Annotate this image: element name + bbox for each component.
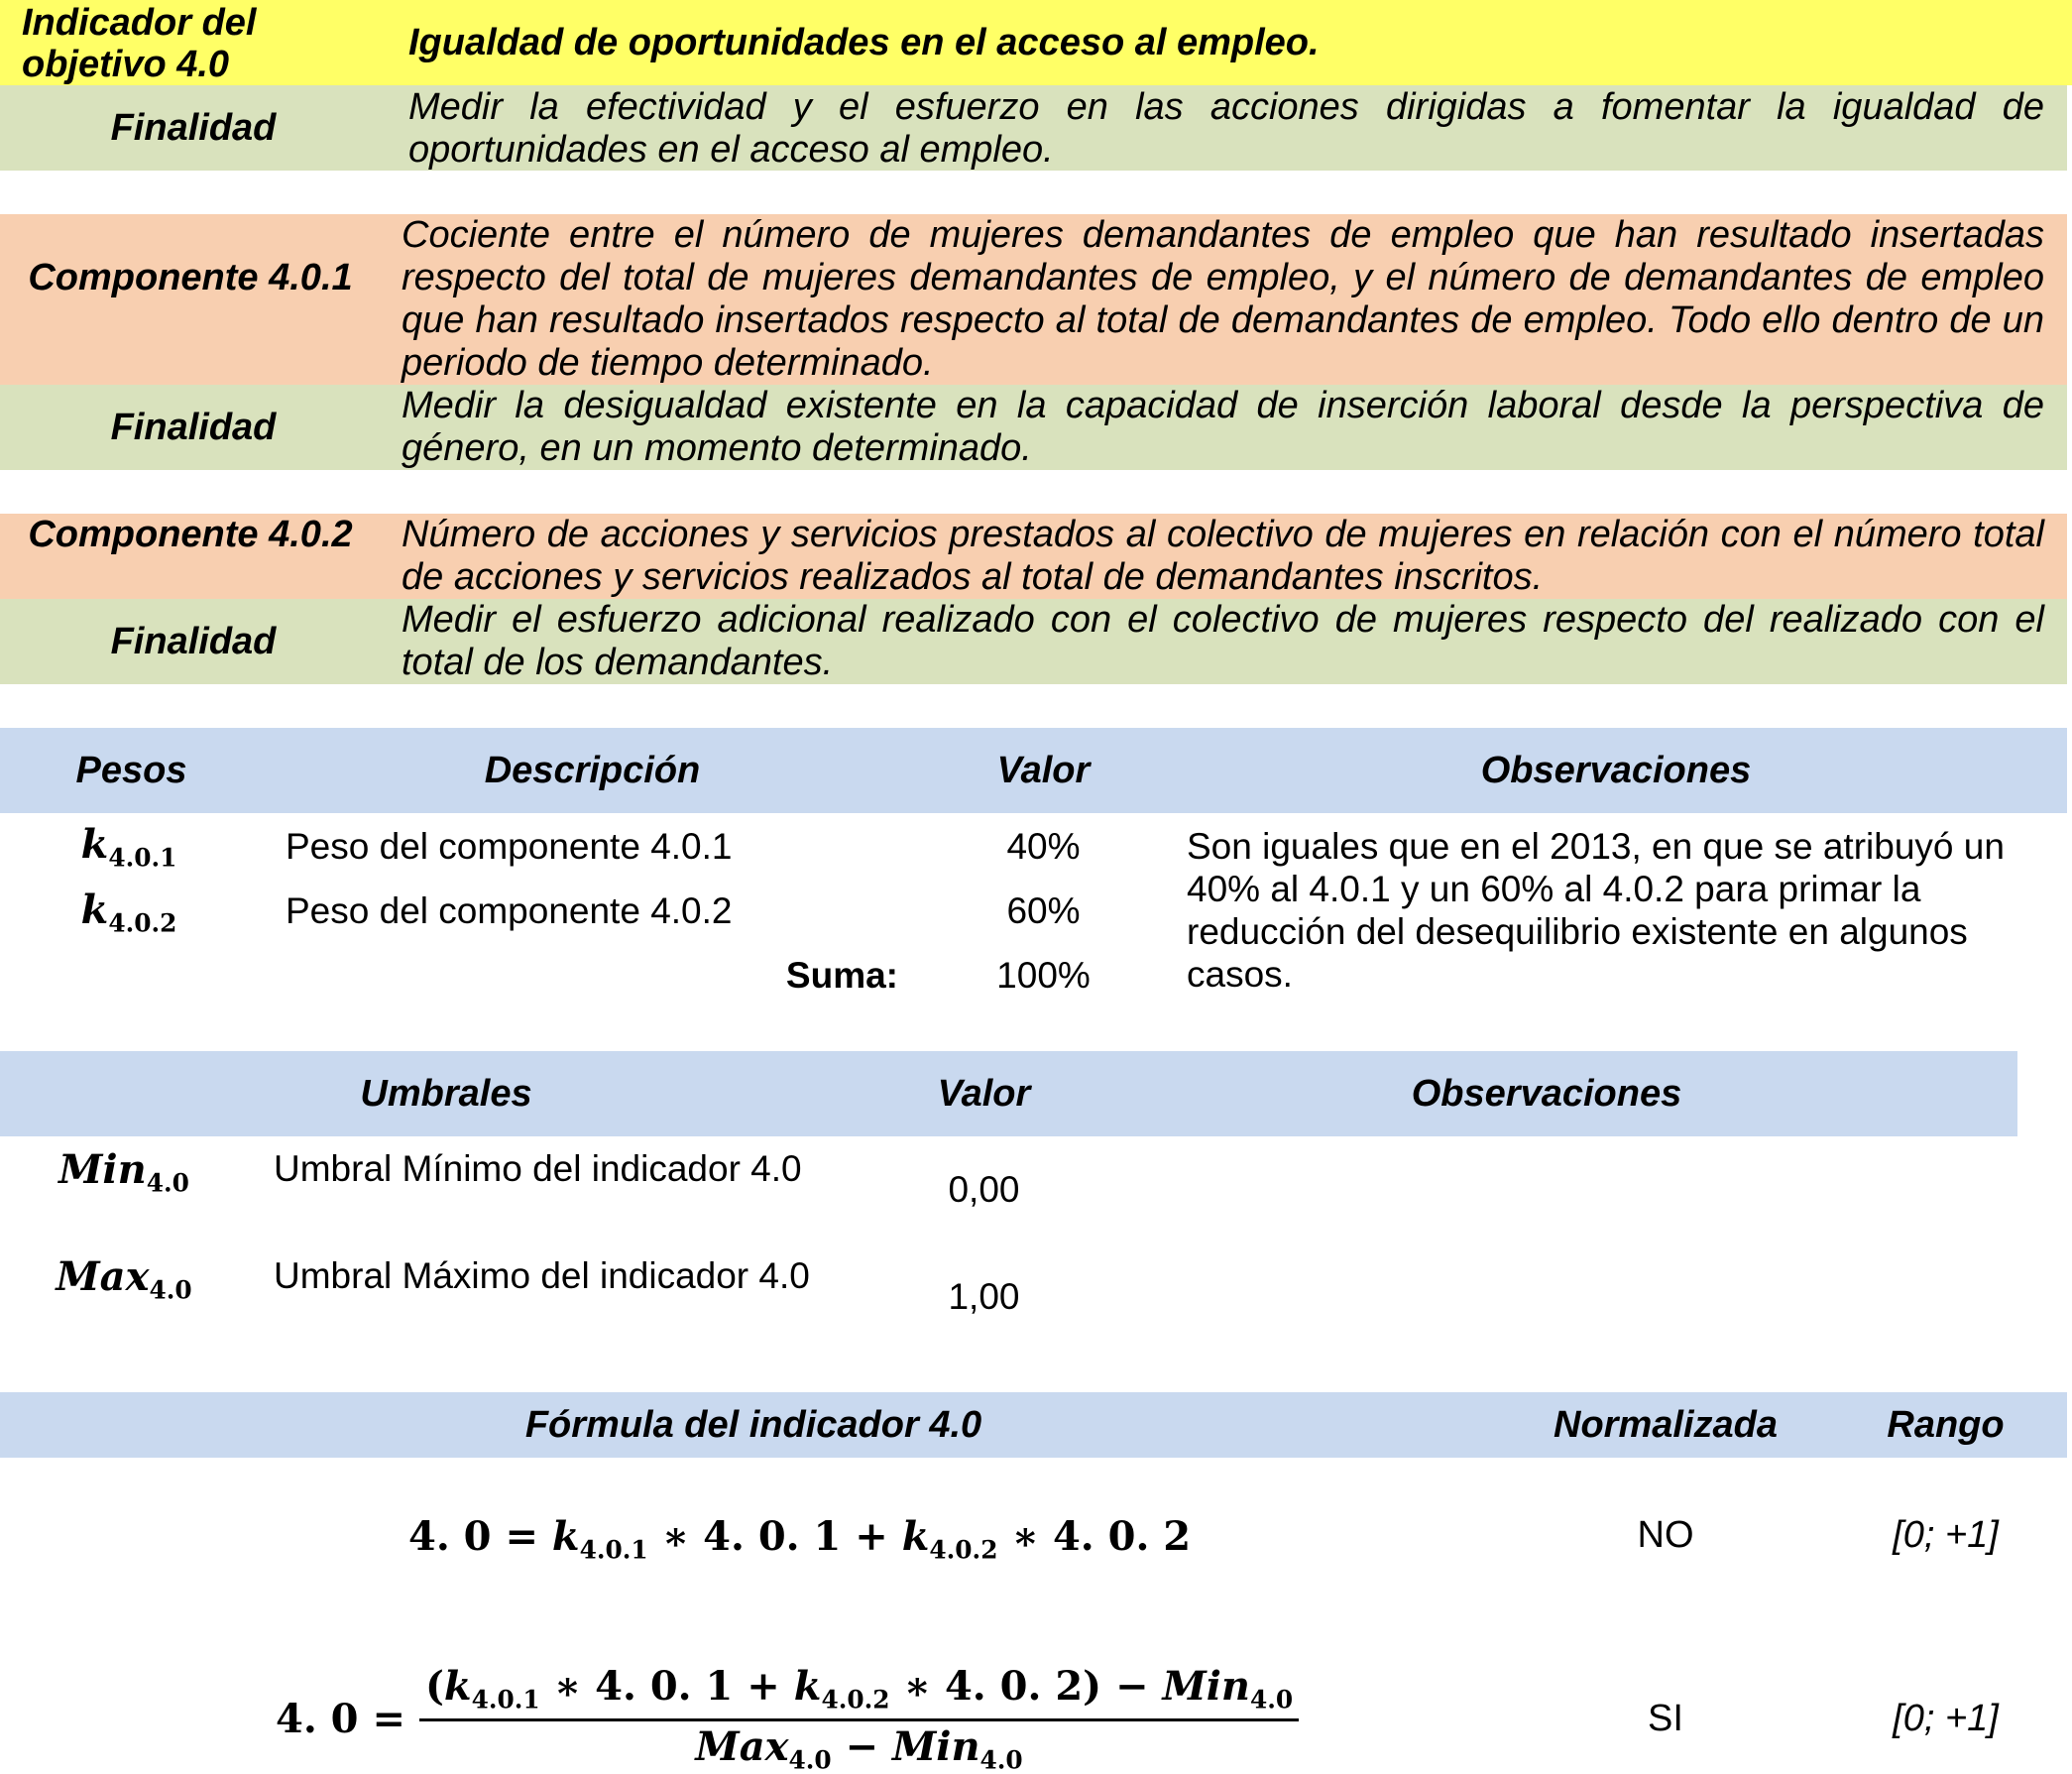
formula-header-rango: Rango [1824, 1392, 2067, 1458]
component-2-purpose-label: Finalidad [50, 621, 337, 663]
threshold-description-min: Umbral Mínimo del indicador 4.0 [274, 1147, 878, 1190]
formula-denominator: Max$_{4.0}$ − Min$_{4.0}$ [689, 1721, 1028, 1774]
thresholds-header-umbrales: Umbrales [0, 1051, 892, 1136]
weight-observations: Son iguales que en el 2013, en que se atribuyó un 40% al 4.0.1 y un 60% al 4.0.2 para primar la reducción del desequilibrio existente en algunos casos. [1187, 825, 2039, 996]
objective-purpose: Medir la efectividad y el esfuerzo en las acciones dirigidas a fomentar la igualdad de oportunidades en el acceso al empleo. [408, 86, 2044, 172]
weights-header-observaciones: Observaciones [1165, 728, 2067, 813]
weight-symbol-k402: $k_{4.0.2}$ [59, 888, 198, 945]
formula-1-range: [0; +1] [1824, 1514, 2067, 1557]
weight-sum-label: Suma: [595, 954, 898, 997]
thresholds-header-valor: Valor [892, 1051, 1076, 1136]
weights-header-descripcion: Descripción [263, 728, 922, 813]
component-2-purpose: Medir el esfuerzo adicional realizado con el colectivo de mujeres respecto del realizado con el total de los demandantes. [402, 599, 2044, 684]
component-1-purpose: Medir la desigualdad existente en la capacidad de inserción laboral desde la perspectiva de género, en un momento determinado. [402, 385, 2044, 470]
component-1-description: Cociente entre el número de mujeres demandantes de empleo que han resultado insertadas respecto del total de mujeres demandantes de empleo, y el número de demandantes de empleo que han resultado insertados respecto al total de demandantes de empleo. Todo ello dentro de un periodo de tiempo determinado. [402, 214, 2044, 385]
threshold-value-min: 0,00 [892, 1168, 1076, 1211]
weight-value-1: 40% [922, 825, 1165, 868]
threshold-symbol-max: Max$_{4.0}$ [40, 1255, 208, 1312]
formula-1-normalized: NO [1507, 1514, 1824, 1557]
objective-title: Igualdad de oportunidades en el acceso al empleo. [408, 22, 2034, 64]
formula-normalized: 4. 0 = $\frac{(k_{4.0.1} ∗ 4. 0. 1 + k_{4.0.2} ∗ 4. 0. 2) - Min_{4.0}}{Max_{4.0} - Min_{4.0}}$ [276, 1666, 1299, 1771]
component-2-label: Componente 4.0.2 [22, 514, 359, 556]
weight-symbol-k401: $k_{4.0.1}$ [59, 823, 198, 880]
formula-header-normalizada: Normalizada [1507, 1392, 1824, 1458]
weight-description-2: Peso del componente 4.0.2 [286, 889, 900, 932]
component-1-purpose-label: Finalidad [50, 407, 337, 449]
thresholds-header-observaciones: Observaciones [1076, 1051, 2017, 1136]
threshold-value-max: 1,00 [892, 1275, 1076, 1318]
threshold-description-max: Umbral Máximo del indicador 4.0 [274, 1254, 878, 1297]
formula-numerator: ($k_{4.0.1}$ ∗ 4. 0. $1 + k_{4.0.2}$ ∗ 4. 0. 2) − Min$_{4.0}$ [419, 1663, 1299, 1721]
weights-header-valor: Valor [922, 728, 1165, 813]
weight-description-1: Peso del componente 4.0.1 [286, 825, 900, 868]
formula-header-formula: Fórmula del indicador 4.0 [0, 1392, 1507, 1458]
weight-value-2: 60% [922, 889, 1165, 932]
objective-label: Indicador del objetivo 4.0 [22, 2, 319, 85]
weights-header-pesos: Pesos [0, 728, 263, 813]
component-1-label: Componente 4.0.1 [22, 257, 359, 299]
formula-2-range: [0; +1] [1824, 1698, 2067, 1740]
weight-sum-value: 100% [922, 954, 1165, 997]
threshold-symbol-min: Min$_{4.0}$ [40, 1148, 208, 1205]
formula-non-normalized: 4. $0 = k_{4.0.1}$ ∗ 4. 0. $1 + k_{4.0.2}$ ∗ 4. 0. 2 [408, 1511, 1162, 1577]
component-2-description: Número de acciones y servicios prestados al colectivo de mujeres en relación con el número total de acciones y servicios realizados al total de demandantes inscritos. [402, 514, 2044, 599]
formula-2-normalized: SI [1507, 1698, 1824, 1740]
objective-purpose-label: Finalidad [50, 107, 337, 150]
